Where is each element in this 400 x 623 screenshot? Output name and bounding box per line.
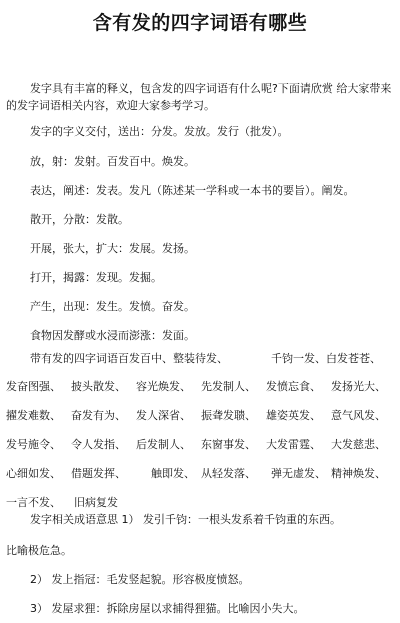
idiom-item: 精神焕发、: [331, 467, 386, 480]
idiom-item: 振聋发聩、: [201, 409, 256, 422]
idiom-item: 擢发难数、: [6, 409, 61, 422]
idiom-item: 奋发有为、: [71, 409, 126, 422]
idiom-item: 发奋图强、: [6, 380, 61, 393]
idiom-item: 发人深省、: [136, 409, 191, 422]
idioms-intro-row: [6, 350, 396, 364]
idioms-intro: 带有发的四字词语百发百中、整装待发、: [30, 352, 228, 365]
meaning-line-5: 开展，张大，扩大：发展。发扬。: [30, 242, 195, 255]
idiom-item: 发号施令、: [6, 438, 61, 451]
idiom-item: 后发制人、: [136, 438, 191, 451]
meaning-line-7: 产生，出现：发生。发愤。奋发。: [30, 300, 195, 313]
idiom-item: 雄姿英发、: [266, 409, 321, 422]
idiom-row: [6, 465, 396, 479]
idiom-row: [6, 436, 396, 450]
meaning-line-3: 表达，阐述：发表。发凡（陈述某一学科或一本书的要旨）。阐发。: [30, 184, 355, 197]
idiom-item: 旧病复发: [74, 496, 118, 509]
idiom-item: 心细如发、: [6, 467, 61, 480]
meaning-line-2: 放，射：发射。百发百中。焕发。: [30, 155, 195, 168]
idiom-row: [6, 407, 396, 421]
idiom-meaning-2: 2） 发上指冠：毛发竖起貌。形容极度愤怒。: [30, 573, 250, 586]
idiom-item: 容光焕发、: [136, 380, 191, 393]
idioms-intro-tail: 千钧一发、白发苍苍、: [271, 352, 381, 365]
idiom-item: 东窗事发、: [201, 438, 256, 451]
idiom-row: [6, 378, 396, 392]
idiom-meaning-3: 3） 发屋求狸：拆除房屋以求捕得狸猫。比喻因小失大。: [30, 602, 305, 615]
meaning-line-6: 打开，揭露：发现。发掘。: [30, 271, 162, 284]
idiom-item: 大发雷霆、: [266, 438, 321, 451]
idiom-item: 发扬光大、: [331, 380, 386, 393]
intro-paragraph: 发字具有丰富的释义，包含发的四字词语有什么呢?下面请欣赏 给大家带来的发字词语相关内容，欢迎大家参考学习。: [6, 82, 392, 112]
idiom-row-end: [6, 494, 396, 508]
idiom-item: 发愤忘食、: [266, 380, 321, 393]
idiom-item: 一言不发、: [6, 496, 61, 509]
idiom-item: 意气风发、: [331, 409, 386, 422]
idiom-item: 弹无虚发、: [271, 467, 326, 480]
idiom-item: 触即发、: [151, 467, 195, 480]
page-title: 含有发的四字词语有哪些: [92, 12, 308, 34]
idiom-meaning-cont: 比喻极危急。: [6, 544, 72, 557]
idiom-meaning-line: 发字相关成语意思 1） 发引千钧：一根头发系着千钧重的东西。: [30, 513, 341, 526]
meaning-line-1: 发字的字义交付，送出：分发。发放。发行（批发）。: [30, 125, 289, 138]
idiom-item: 令人发指、: [71, 438, 126, 451]
idiom-item: 披头散发、: [71, 380, 126, 393]
idiom-item: 借题发挥、: [71, 467, 126, 480]
meaning-line-8: 食物因发酵或水浸而澎涨：发面。: [30, 329, 195, 342]
idiom-item: 大发慈悲、: [331, 438, 386, 451]
idiom-item: 从轻发落、: [201, 467, 256, 480]
meaning-line-4: 散开，分散：发散。: [30, 213, 129, 226]
idiom-item: 先发制人、: [201, 380, 256, 393]
